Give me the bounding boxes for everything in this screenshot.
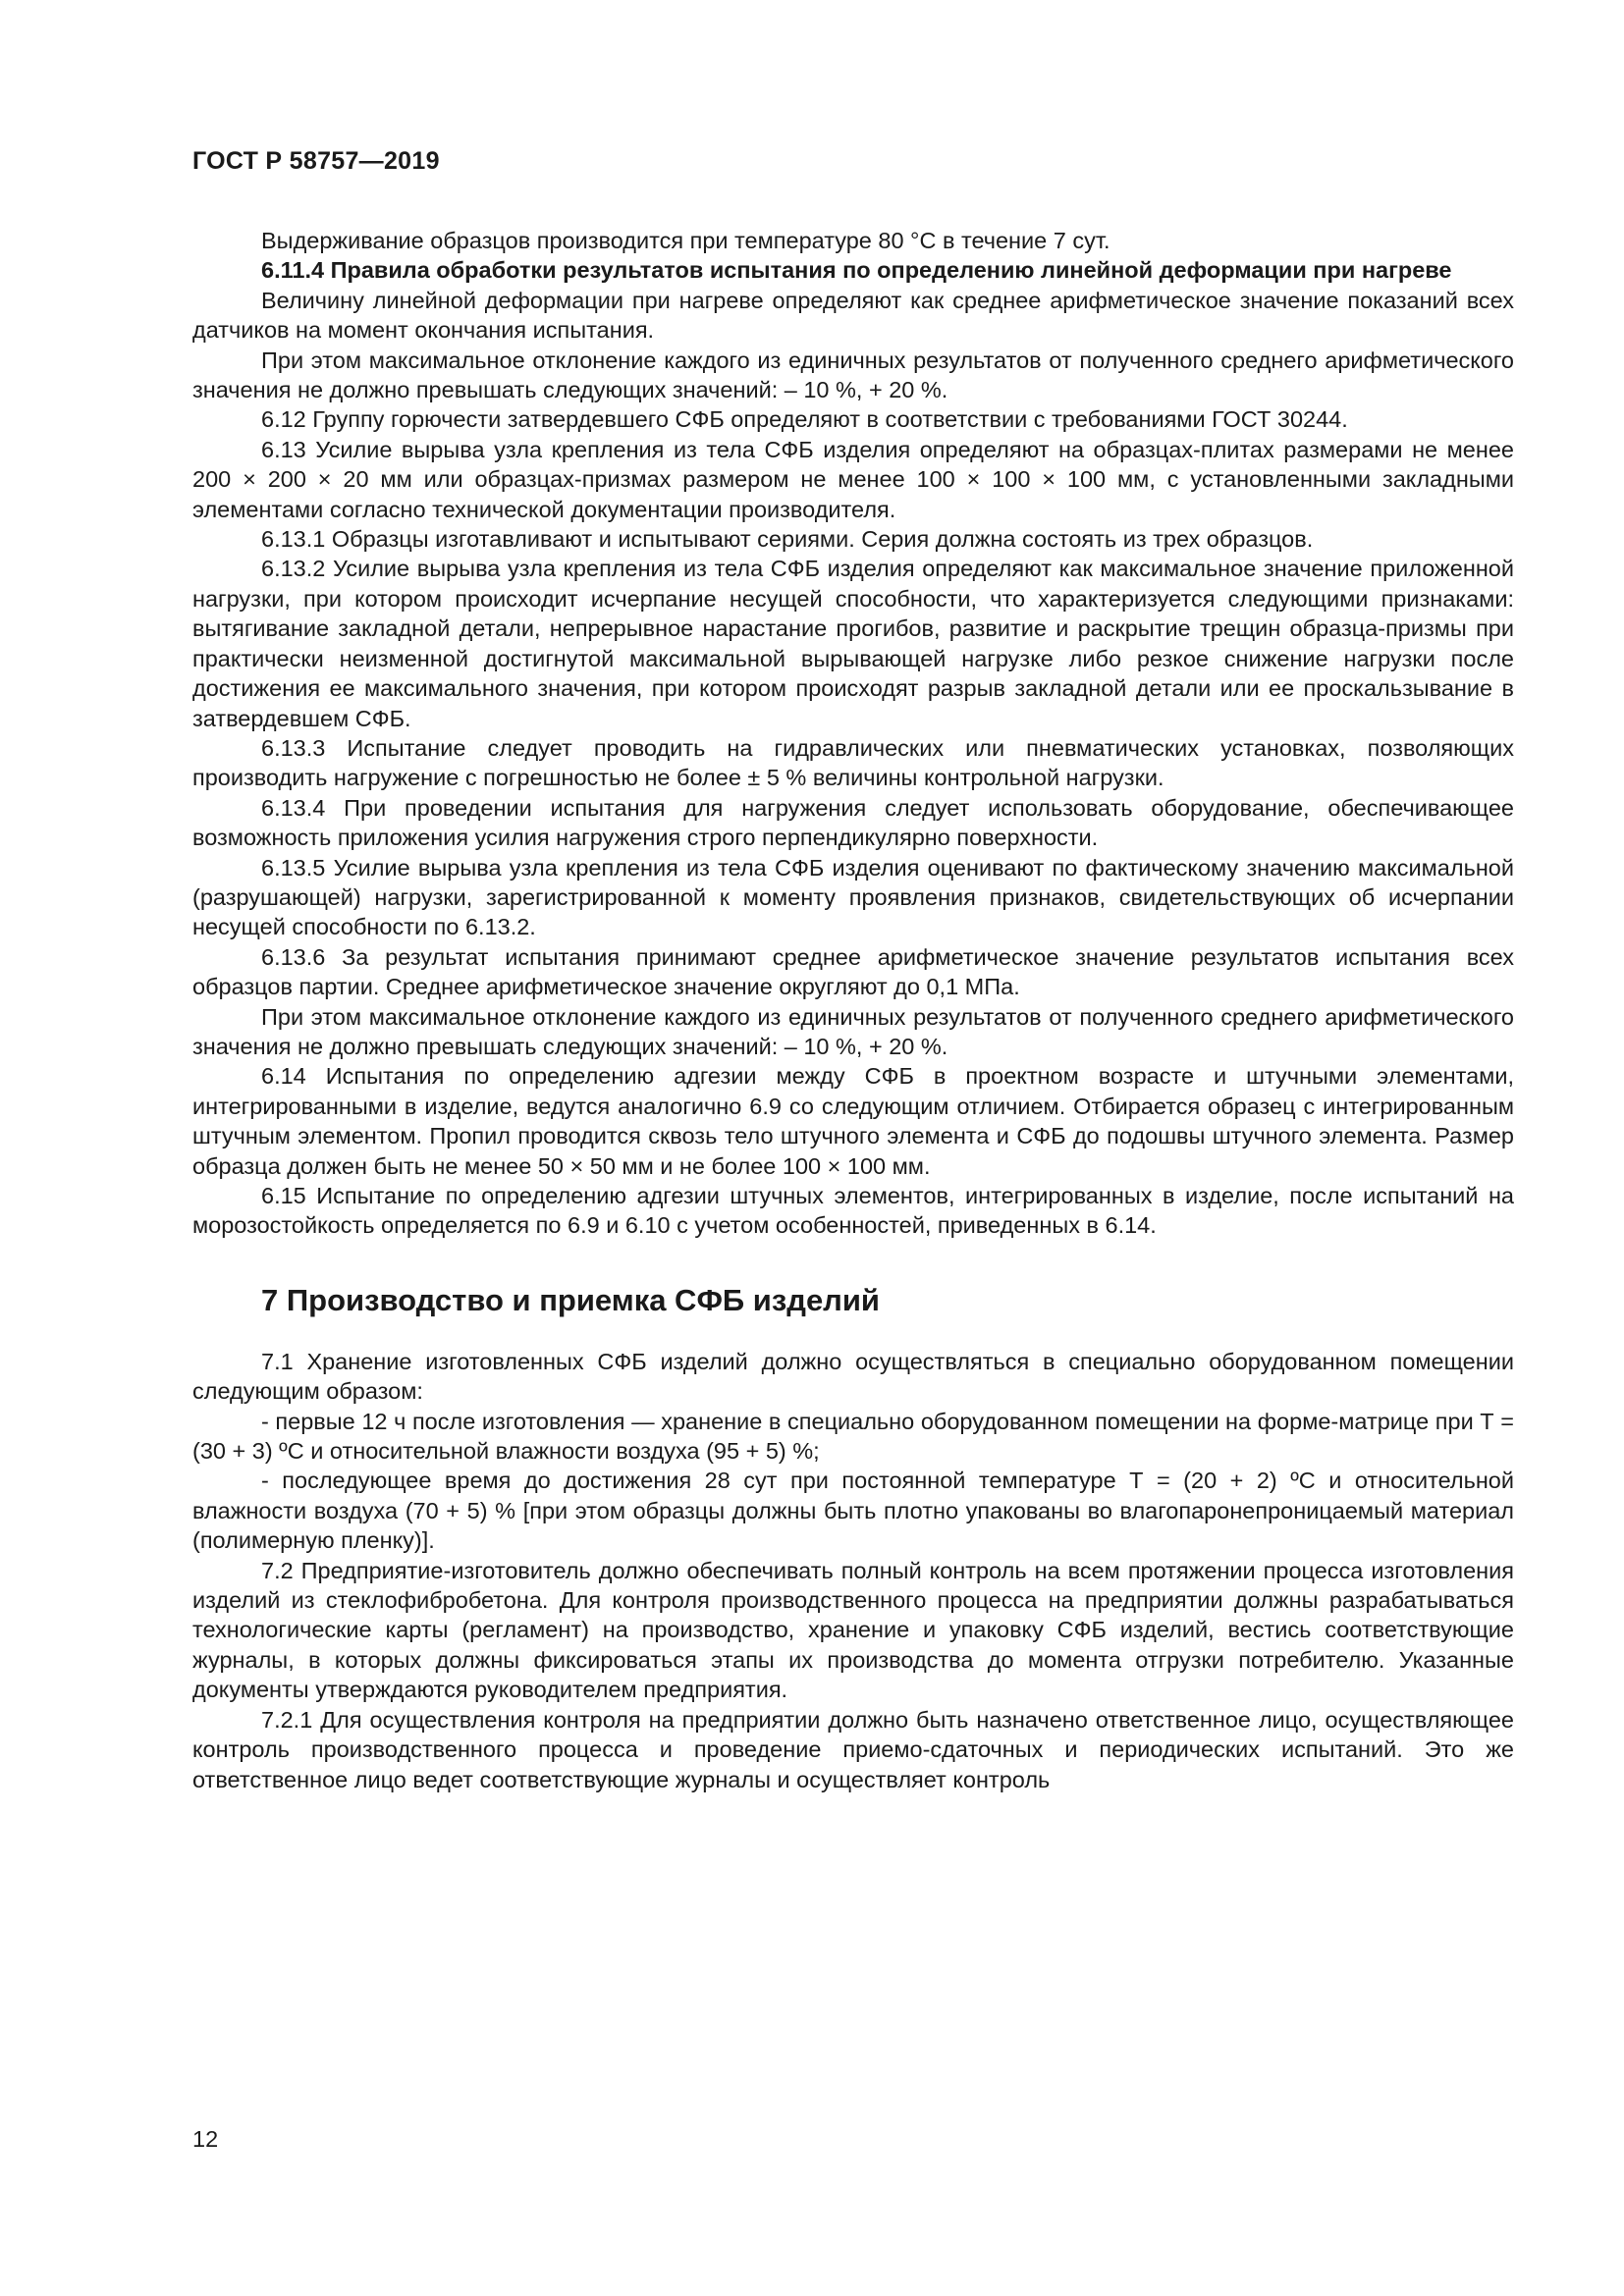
paragraph: 6.14 Испытания по определению адгезии между СФБ в проектном возрасте и штучными элементами, интегрированными в изделие, ведутся аналогично 6.9 со следующим отличием. Отбирается образец с интегрированным штучным элементом. Пропил проводится сквозь тело штучного элемента и СФБ до подошвы штучного элемента. Размер образца должен быть не менее 50 × 50 мм и не более 100 × 100 мм. <box>192 1063 1514 1179</box>
paragraph: 7.1 Хранение изготовленных СФБ изделий должно осуществляться в специально оборудованном помещении следующим образом: <box>192 1348 1514 1405</box>
paragraph: 6.13 Усилие вырыва узла крепления из тела СФБ изделия определяют на образцах-плитах размерами не менее 200 × 200 × 20 мм или образцах-призмах размером не менее 100 × 100 × 100 мм, с установленными закладными элементами согласно технической документации производителя. <box>192 436 1514 522</box>
page-number: 12 <box>192 2126 219 2152</box>
paragraph: При этом максимальное отклонение каждого из единичных результатов от полученного среднего арифметического значения не должно превышать следующих значений: – 10 %, + 20 %. <box>192 1003 1514 1059</box>
list-item: - последующее время до достижения 28 сут при постоянной температуре Т = (20 + 2) ºС и относительной влажности воздуха (70 + 5) % [при этом образцы должны быть плотно упакованы во влагопаронепроницаемый материал (полимерную пленку)]. <box>192 1468 1514 1554</box>
document-header: ГОСТ Р 58757—2019 <box>192 147 440 175</box>
paragraph: 6.13.2 Усилие вырыва узла крепления из тела СФБ изделия определяют как максимальное значение приложенной нагрузки, при котором происходит исчерпание несущей способности, что характеризуется следующими признаками: вытягивание закладной детали, непрерывное нарастание прогибов, развитие и раскрытие трещин образца-призмы при практически неизменной достигнутой максимальной вырывающей нагрузке либо резкое снижение нагрузки после достижения ее максимального значения, при котором происходят разрыв закладной детали или ее проскальзывание в затвердевшем СФБ. <box>192 556 1514 731</box>
subsection-heading: 6.11.4 Правила обработки результатов испытания по определению линейной деформации при нагреве <box>261 257 1452 284</box>
section-heading: 7 Производство и приемка СФБ изделий <box>261 1282 880 1317</box>
paragraph: При этом максимальное отклонение каждого из единичных результатов от полученного среднего арифметического значения не должно превышать следующих значений: – 10 %, + 20 %. <box>192 347 1514 403</box>
paragraph: 6.13.3 Испытание следует проводить на гидравлических или пневматических установках, позволяющих производить нагружение с погрешностью не более ± 5 % величины контрольной нагрузки. <box>192 734 1514 791</box>
paragraph: 6.13.1 Образцы изготавливают и испытывают сериями. Серия должна состоять из трех образцов. <box>261 526 1314 553</box>
paragraph: 6.13.4 При проведении испытания для нагружения следует использовать оборудование, обеспечивающее возможность приложения усилия нагружения строго перпендикулярно поверхности. <box>192 794 1514 851</box>
paragraph: 6.13.5 Усилие вырыва узла крепления из тела СФБ изделия оценивают по фактическому значению максимальной (разрушающей) нагрузки, зарегистрированной к моменту проявления признаков, свидетельствующих об исчерпании несущей способности по 6.13.2. <box>192 854 1514 940</box>
paragraph: 6.13.6 За результат испытания принимают среднее арифметическое значение результатов испытания всех образцов партии. Среднее арифметическое значение округляют до 0,1 МПа. <box>192 943 1514 1000</box>
paragraph: Величину линейной деформации при нагреве определяют как среднее арифметическое значение показаний всех датчиков на момент окончания испытания. <box>192 287 1514 344</box>
paragraph: 7.2.1 Для осуществления контроля на предприятии должно быть назначено ответственное лицо, осуществляющее контроль производственного процесса и проведение приемо-сдаточных и периодических испытаний. Это же ответственное лицо ведет соответствующие журналы и осуществляет контроль <box>192 1706 1514 1792</box>
paragraph: 7.2 Предприятие-изготовитель должно обеспечивать полный контроль на всем протяжении процесса изготовления изделий из стеклофибробетона. Для контроля производственного процесса на предприятии должны разрабатываться технологические карты (регламент) на производство, хранение и упаковку СФБ изделий, вестись соответствующие журналы, в которых должны фиксироваться этапы их производства до момента отгрузки потребителю. Указанные документы утверждаются руководителем предприятия. <box>192 1557 1514 1703</box>
paragraph: Выдерживание образцов производится при температуре 80 °С в течение 7 сут. <box>261 228 1110 253</box>
document-body <box>192 226 1514 1794</box>
list-item: - первые 12 ч после изготовления — хранение в специально оборудованном помещении на форме-матрице при Т = (30 + 3) ºС и относительной влажности воздуха (95 + 5) %; <box>192 1408 1514 1465</box>
paragraph: 6.12 Группу горючести затвердевшего СФБ определяют в соответствии с требованиями ГОСТ 30244. <box>261 406 1348 433</box>
paragraph: 6.15 Испытание по определению адгезии штучных элементов, интегрированных в изделие, после испытаний на морозостойкость определяется по 6.9 и 6.10 с учетом особенностей, приведенных в 6.14. <box>192 1183 1514 1239</box>
